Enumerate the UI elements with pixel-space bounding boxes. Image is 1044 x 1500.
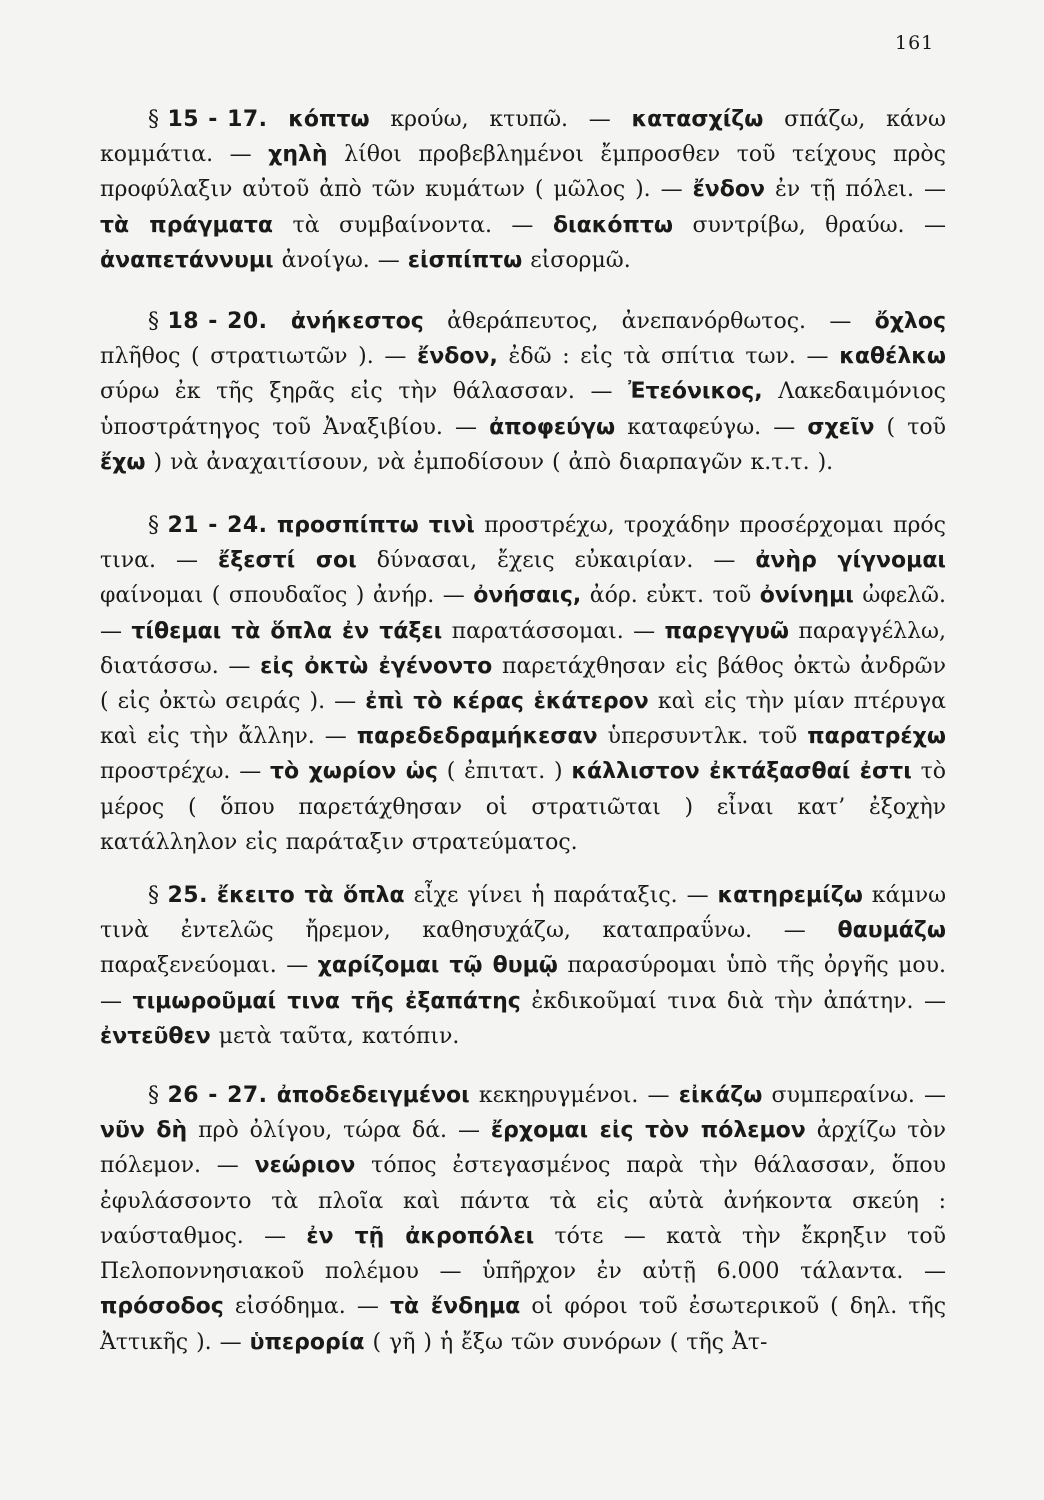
headword: τὸ χωρίον ὡς <box>270 759 438 785</box>
headword: θαυμάζω <box>837 918 946 944</box>
gloss-text: λίθοι προβεβλημένοι ἔμπροσθεν τοῦ τείχους πρὸς προφύλαξιν αὐτοῦ ἀπὸ τῶν κυμάτων ( μῶλος ). — <box>100 142 946 203</box>
headword: ὀνίνημι <box>759 583 854 609</box>
gloss-text: ) νὰ ἀναχαιτίσουν, νὰ ἐμποδίσουν ( ἀπὸ διαρπαγῶν κ.τ.τ. ). <box>145 449 834 475</box>
gloss-text: προστρέχω, τροχάδην προσέρχομαι πρός τινα. — <box>100 513 947 574</box>
section-number <box>100 304 268 339</box>
section-sign-icon: § <box>148 309 160 335</box>
gloss-text: προστρέχω. — <box>100 759 270 785</box>
headword: νῦν δὴ <box>100 1118 188 1144</box>
headword: διακόπτω <box>552 212 674 238</box>
headword: ἐν τῇ ἀκροπόλει <box>306 1223 535 1249</box>
gloss-text: ( τοῦ <box>874 414 946 440</box>
headword: τίθεμαι τὰ ὅπλα ἐν τάξει <box>131 618 443 644</box>
headword: κατασχίζω <box>631 107 764 132</box>
gloss-text: δύνασαι, ἔχεις εὐκαιρίαν. — <box>356 548 756 574</box>
gloss-text: φαίνομαι ( σπουδαῖος ) ἀνήρ. — <box>100 583 474 609</box>
gloss-text: συντρίβω, θραύω. — <box>673 212 947 238</box>
headword: σχεῖν <box>807 414 875 440</box>
headword: ἀνήκεστος <box>290 309 424 335</box>
headword: ἔνδον, <box>417 344 498 370</box>
gloss-text: οἱ φόροι τοῦ ἐσωτερικοῦ ( δηλ. τῆς Ἀττικῆς ). — <box>100 1294 947 1355</box>
headword: ἔνδον <box>692 177 766 203</box>
headword: εἰκάζω <box>678 1083 763 1109</box>
headword: παρατρέχω <box>807 724 946 750</box>
section-number <box>100 102 268 137</box>
section-label: 21 - 24. <box>167 513 268 539</box>
headword: χαρίζομαι τῷ θυμῷ <box>317 953 558 979</box>
headword: κάλλιστον ἐκτάξασθαί ἐστι <box>571 759 912 785</box>
headword: ἀνὴρ γίγνομαι <box>755 548 946 574</box>
section-number <box>100 508 268 543</box>
gloss-text: σπάζω, κάνω κομμάτια. — <box>100 107 946 168</box>
gloss-text: κεκηρυγμένοι. — <box>469 1083 679 1109</box>
gloss-text: Λακεδαιμόνιος ὑποστράτηγος τοῦ Ἀναξιβίου. — <box>100 379 946 440</box>
gloss-text: κρούω, κτυπῶ. — <box>369 107 632 132</box>
headword: ἔκειτο τὰ ὅπλα <box>216 883 405 909</box>
headword: ἀποφεύγω <box>489 414 616 440</box>
headword: ὀνήσαις, <box>473 583 582 609</box>
gloss-text: ἀρχίζω τὸν πόλεμον. — <box>100 1118 947 1179</box>
gloss-text: παρατάσσομαι. — <box>442 618 665 644</box>
gloss-text: εἰσορμῶ. <box>522 247 631 273</box>
section-sign-icon: § <box>148 1083 160 1109</box>
headword: προσπίπτω τινὶ <box>276 513 475 539</box>
gloss-text: ἀόρ. εὐκτ. τοῦ <box>581 583 760 609</box>
paragraph <box>100 508 946 860</box>
section-label: 26 - 27. <box>167 1083 268 1109</box>
gloss-text: καταφεύγω. — <box>615 414 808 440</box>
headword: τὰ ἔνδημα <box>390 1294 521 1320</box>
headword: καθέλκω <box>839 344 946 370</box>
headword: κατηρεμίζω <box>717 883 863 909</box>
headword: τὰ πράγματα <box>100 212 274 238</box>
gloss-text: εἶχε γίνει ἡ παράταξις. — <box>404 883 718 909</box>
headword: παρεδεδραμήκεσαν <box>356 724 598 750</box>
section-number <box>100 878 208 913</box>
headword: ἔξεστί σοι <box>218 548 357 574</box>
gloss-text: ( γῆ ) ἡ ἔξω τῶν συνόρων ( τῆς Ἀτ- <box>364 1329 768 1355</box>
headword: τιμωροῦμαί τινα τῆς ἐξαπάτης <box>132 988 521 1014</box>
gloss-text: τὰ συμβαίνοντα. — <box>273 212 553 238</box>
gloss-text: συμπεραίνω. — <box>762 1083 946 1109</box>
paragraph <box>100 1078 946 1360</box>
gloss-text: παραγγέλλω, διατάσσω. — <box>100 618 946 679</box>
headword: ὄχλος <box>874 309 946 335</box>
gloss-text: ὠφελῶ. — <box>100 583 946 644</box>
headword: ὑπερορία <box>249 1329 365 1355</box>
paragraph <box>100 304 946 480</box>
section-sign-icon: § <box>148 513 160 539</box>
gloss-text: καὶ εἰς τὴν μίαν πτέρυγα καὶ εἰς τὴν ἄλλην. — <box>100 689 946 750</box>
section-label: 18 - 20. <box>167 309 268 335</box>
gloss-text: ἀθεράπευτος, ἀνεπανόρθωτος. — <box>423 309 875 335</box>
headword: χηλὴ <box>268 142 328 168</box>
headword: εἰς ὀκτὼ ἐγένοντο <box>260 653 493 679</box>
section-sign-icon: § <box>148 107 160 132</box>
gloss-text: παρασύρομαι ὑπὸ τῆς ὀργῆς μου. — <box>100 953 946 1014</box>
headword: ἀναπετάννυμι <box>100 247 274 273</box>
headword: ἔρχομαι εἰς τὸν πόλεμον <box>490 1118 806 1144</box>
gloss-text: τότε — κατὰ τὴν ἔκρηξιν τοῦ Πελοποννησιακοῦ πολέμου — ὑπῆρχον ἐν αὐτῇ 6.000 τάλαντα. — <box>100 1223 946 1285</box>
gloss-text: ἐδῶ : εἰς τὰ σπίτια των. — <box>497 344 840 370</box>
page-number: 161 <box>895 32 935 54</box>
gloss-text: παραξενεύομαι. — <box>100 953 318 979</box>
page-body <box>100 102 946 1360</box>
gloss-text: εἰσόδημα. — <box>223 1294 390 1320</box>
headword: Ἐτεόνικος, <box>628 379 763 405</box>
gloss-text: ὑπερσυντλκ. τοῦ <box>597 724 808 750</box>
headword: ἐντεῦθεν <box>100 1023 211 1049</box>
gloss-text: κάμνω τινὰ ἐντελῶς ἤρεμον, καθησυχάζω, καταπραΰνω. — <box>100 883 947 944</box>
section-number <box>100 1078 268 1113</box>
headword: πρόσοδος <box>100 1294 224 1320</box>
section-label: 15 - 17. <box>167 107 268 132</box>
paragraph <box>100 878 946 1054</box>
gloss-text: σύρω ἐκ τῆς ξηρᾶς εἰς τὴν θάλασσαν. — <box>100 379 629 405</box>
section-label: 25. <box>167 883 208 909</box>
section-sign-icon: § <box>148 883 160 909</box>
headword: ἀποδεδειγμένοι <box>276 1083 470 1109</box>
gloss-text: ( ἐπιτατ. ) <box>437 759 572 785</box>
paragraph <box>100 102 946 278</box>
headword: ἔχω <box>100 449 146 475</box>
headword: εἰσπίπτω <box>407 247 523 273</box>
headword: ἐπὶ τὸ κέρας ἑκάτερον <box>365 689 649 715</box>
gloss-text: τόπος ἐστεγασμένος παρὰ τὴν θάλασσαν, ὅπου ἐφυλάσσοντο τὰ πλοῖα καὶ πάντα τὰ εἰς αὐτὰ ἀνήκοντα σκεύη : ναύσταθμος. — <box>100 1153 946 1249</box>
gloss-text: ἐκδικοῦμαί τινα διὰ τὴν ἀπάτην. — <box>520 988 946 1014</box>
gloss-text: παρετάχθησαν εἰς βάθος ὀκτὼ ἀνδρῶν ( εἰς ὀκτὼ σειράς ). — <box>100 653 946 715</box>
gloss-text: μετὰ ταῦτα, κατόπιν. <box>210 1023 460 1049</box>
gloss-text: πλῆθος ( στρατιωτῶν ). — <box>100 344 418 370</box>
gloss-text: τὸ μέρος ( ὅπου παρετάχθησαν οἱ στρατιῶται ) εἶναι κατ’ ἐξοχὴν κατάλληλον εἰς παράταξιν στρατεύματος. <box>100 759 946 855</box>
headword: παρεγγυῶ <box>664 618 789 644</box>
headword: νεώριον <box>254 1153 356 1179</box>
gloss-text: πρὸ ὀλίγου, τώρα δά. — <box>187 1118 491 1144</box>
gloss-text: ἀνοίγω. — <box>273 247 408 273</box>
headword: κόπτω <box>288 107 370 132</box>
gloss-text: ἐν τῇ πόλει. — <box>765 177 946 203</box>
